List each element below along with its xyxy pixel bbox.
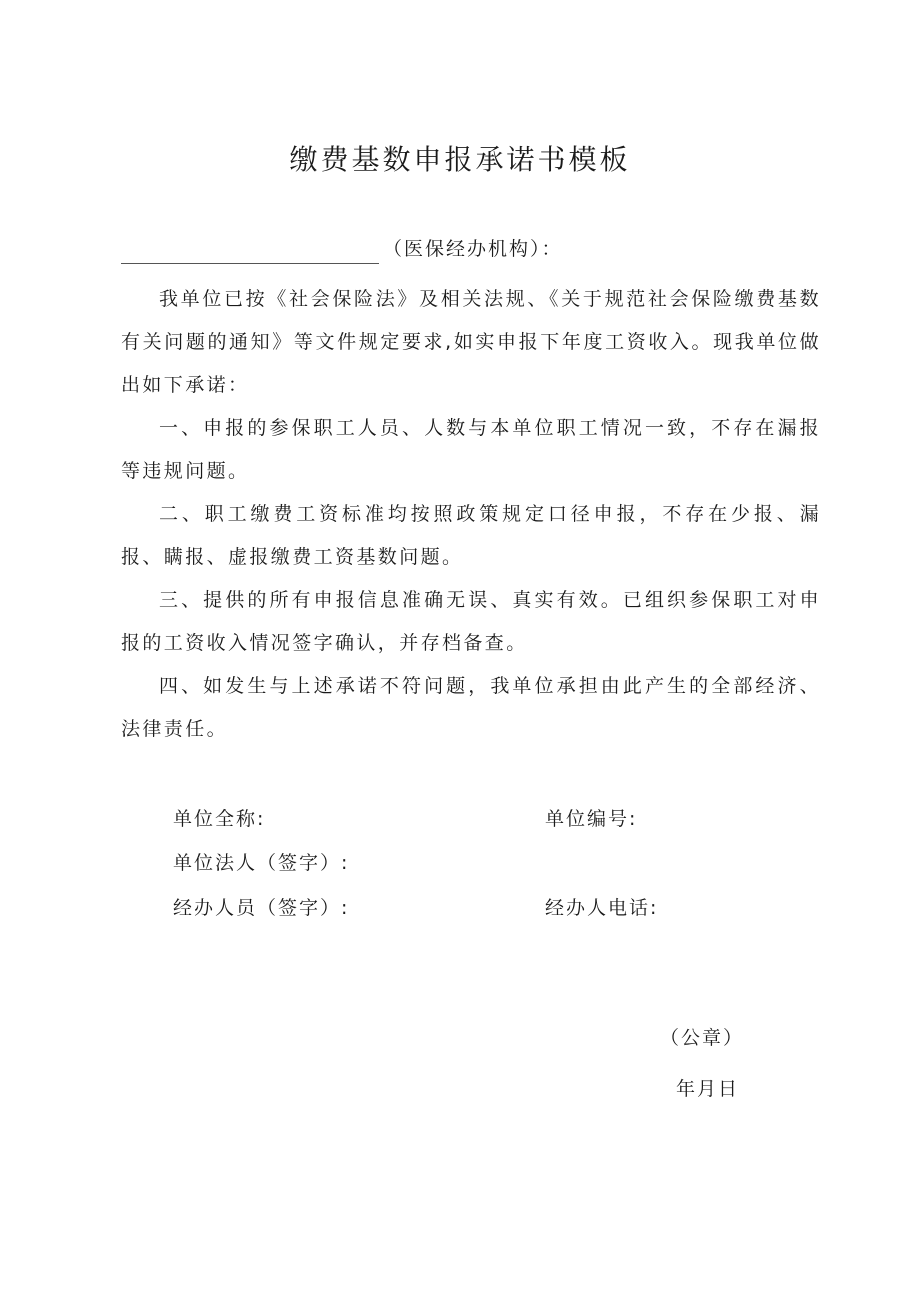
handler-phone-label: 经办人电话: xyxy=(545,897,659,919)
addressee-blank-field xyxy=(121,241,379,264)
legal-rep-signature-label: 单位法人（签字）: xyxy=(173,852,350,874)
commitment-item-2: 二、职工缴费工资标准均按照政策规定口径申报，不存在少报、漏报、瞒报、虚报缴费工资基数问题。 xyxy=(121,503,821,568)
addressee-line xyxy=(121,234,563,264)
date-label: 年月日 xyxy=(676,1078,740,1100)
unit-number-label: 单位编号: xyxy=(545,808,638,830)
addressee-suffix: （医保经办机构）： xyxy=(383,238,563,260)
commitment-item-4: 四、如发生与上述承诺不符问题，我单位承担由此产生的全部经济、法律责任。 xyxy=(121,675,821,740)
handler-signature-label: 经办人员（签字）: xyxy=(173,897,350,919)
commitment-body xyxy=(121,278,821,751)
commitment-item-1: 一、申报的参保职工人员、人数与本单位职工情况一致，不存在漏报等违规问题。 xyxy=(121,417,821,482)
unit-full-name-label: 单位全称: xyxy=(173,808,266,830)
official-seal-label: （公章） xyxy=(660,1027,745,1049)
document-title: 缴费基数申报承诺书模板 xyxy=(289,143,631,176)
intro-paragraph: 我单位已按《社会保险法》及相关法规、《关于规范社会保险缴费基数有关问题的通知》等文件规定要求,如实申报下年度工资收入。现我单位做出如下承诺： xyxy=(121,288,821,396)
commitment-item-3: 三、提供的所有申报信息准确无误、真实有效。已组织参保职工对申报的工资收入情况签字确认，并存档备查。 xyxy=(121,589,821,654)
